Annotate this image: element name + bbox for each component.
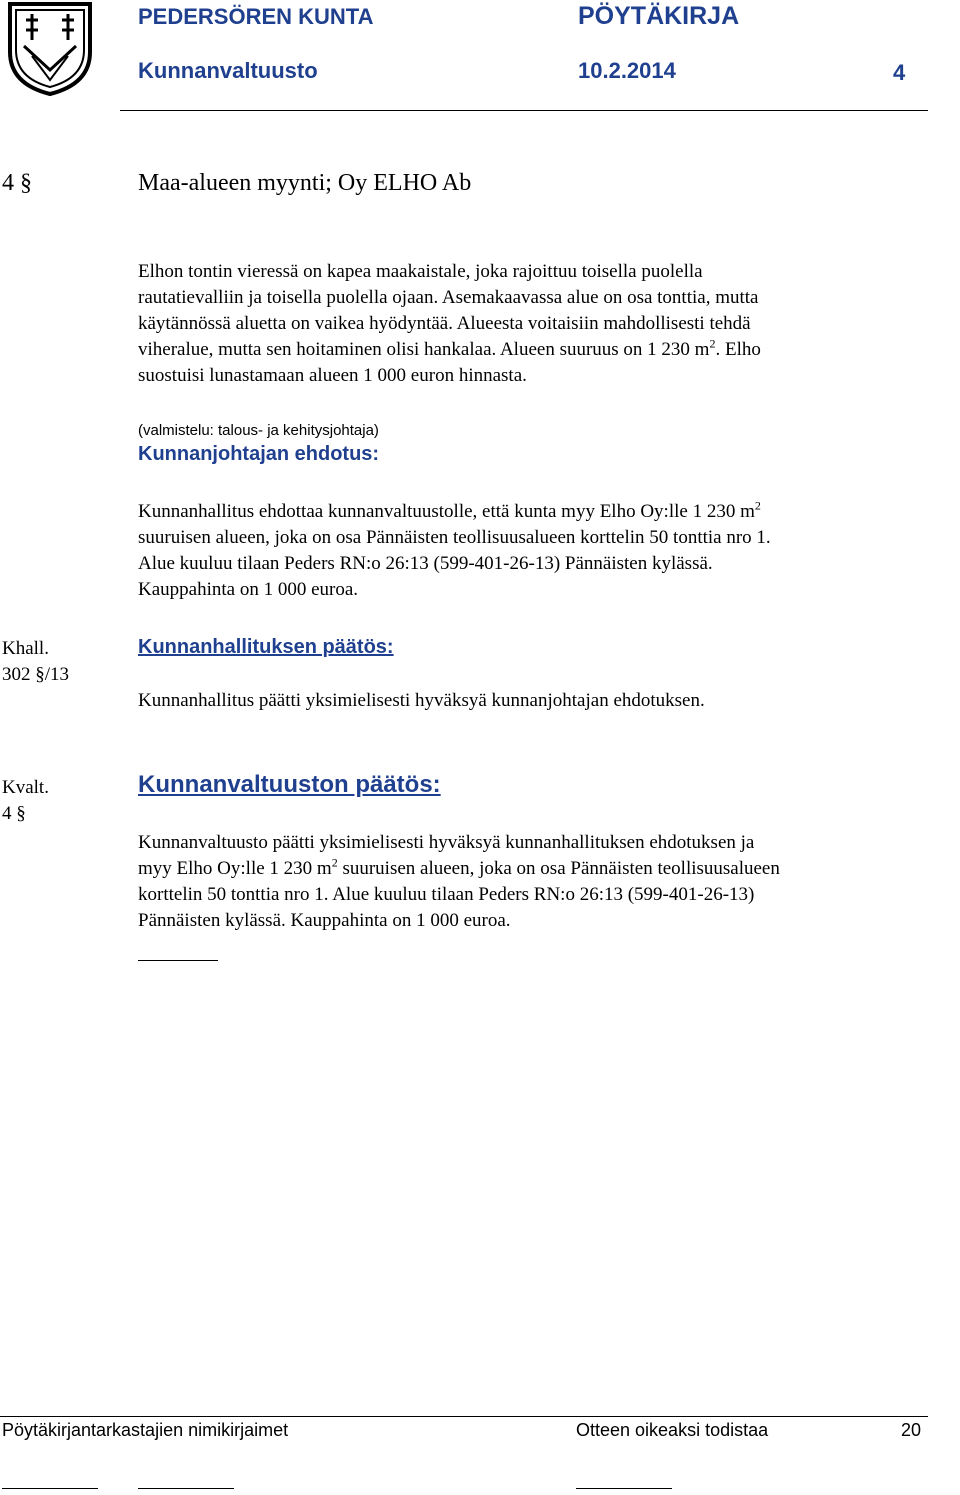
council-reference-number: 4 §: [2, 803, 26, 824]
signature-line: [576, 1488, 672, 1489]
text-segment: myy Elho Oy:lle 1 230 m: [138, 858, 332, 879]
text-line: korttelin 50 tonttia nro 1. Alue kuuluu tilaan Peders RN:o 26:13 (599-401-26-13): [138, 884, 755, 905]
text-line: Elhon tontin vieressä on kapea maakaistale, joka rajoittuu toisella puolella: [138, 261, 703, 282]
superscript: 2: [709, 336, 716, 351]
proposal-paragraph: [138, 499, 928, 603]
municipality-name: PEDERSÖREN KUNTA: [138, 4, 374, 29]
text-line: [138, 499, 928, 525]
text-line: käytännössä aluetta on vaikea hyödyntää. Alueesta voitaisiin mahdollisesti tehdä: [138, 313, 751, 334]
signature-line: [2, 1488, 98, 1489]
board-decision-text: Kunnanhallitus päätti yksimielisesti hyväksyä kunnanjohtajan ehdotuksen.: [138, 690, 705, 711]
footer-divider: [0, 1416, 928, 1417]
council-decision-heading: Kunnanvaltuuston päätös:: [138, 771, 441, 798]
footer-initials-label: Pöytäkirjantarkastajien nimikirjaimet: [2, 1420, 289, 1440]
document-type: PÖYTÄKIRJA: [578, 2, 740, 30]
text-segment: Kunnanhallitus ehdottaa kunnanvaltuustolle, että kunta myy Elho Oy:lle 1 230 m: [138, 501, 755, 522]
text-line: Pännäisten kylässä. Kauppahinta on 1 000 euroa.: [138, 910, 511, 931]
footer-page-number: 20: [901, 1420, 922, 1440]
page-number: 4: [893, 60, 906, 85]
text-line: suuruisen alueen, joka on osa Pännäisten teollisuusalueen korttelin 50 tonttia nro 1.: [138, 527, 771, 548]
preparer-note: (valmistelu: talous- ja kehitysjohtaja): [138, 422, 379, 439]
text-segment: viheralue, mutta sen hoitaminen olisi hankalaa. Alueen suuruus on 1 230 m: [138, 339, 710, 360]
coat-of-arms-logo: [2, 0, 98, 96]
section-end-line: [138, 960, 218, 961]
text-line: Alue kuuluu tilaan Peders RN:o 26:13 (599-401-26-13) Pännäisten kylässä.: [138, 553, 713, 574]
proposal-heading: Kunnanjohtajan ehdotus:: [138, 443, 380, 465]
board-decision-heading: Kunnanhallituksen päätös:: [138, 636, 394, 658]
text-line: rautatievalliin ja toisella puolella ojaan. Asemakaavassa alue on osa tonttia, mutta: [138, 287, 759, 308]
text-line: Kunnanvaltuusto päätti yksimielisesti hyväksyä kunnanhallituksen ehdotuksen ja: [138, 832, 755, 853]
text-segment: . Elho: [715, 339, 761, 360]
text-line: [138, 856, 928, 882]
council-reference-label: Kvalt.: [2, 777, 49, 798]
meeting-body: Kunnanvaltuusto: [138, 58, 318, 83]
board-reference-number: 302 §/13: [2, 664, 70, 685]
superscript: 2: [754, 498, 761, 513]
section-title: Maa-alueen myynti; Oy ELHO Ab: [138, 170, 472, 196]
text-line: suostuisi lunastamaan alueen 1 000 euron hinnasta.: [138, 365, 527, 386]
footer-certification-label: Otteen oikeaksi todistaa: [576, 1420, 769, 1440]
header-divider: [120, 110, 928, 111]
board-reference: [2, 636, 69, 688]
signature-line: [138, 1488, 234, 1489]
board-reference-label: Khall.: [2, 638, 49, 659]
council-decision-paragraph: [138, 830, 928, 934]
background-paragraph: [138, 259, 928, 389]
text-line: Kauppahinta on 1 000 euroa.: [138, 579, 359, 600]
section-number: 4 §: [2, 170, 32, 196]
text-segment: suuruisen alueen, joka on osa Pännäisten teollisuusalueen: [337, 858, 780, 879]
superscript: 2: [331, 855, 338, 870]
council-reference: [2, 775, 49, 827]
meeting-date: 10.2.2014: [578, 58, 676, 83]
text-line: [138, 337, 928, 363]
